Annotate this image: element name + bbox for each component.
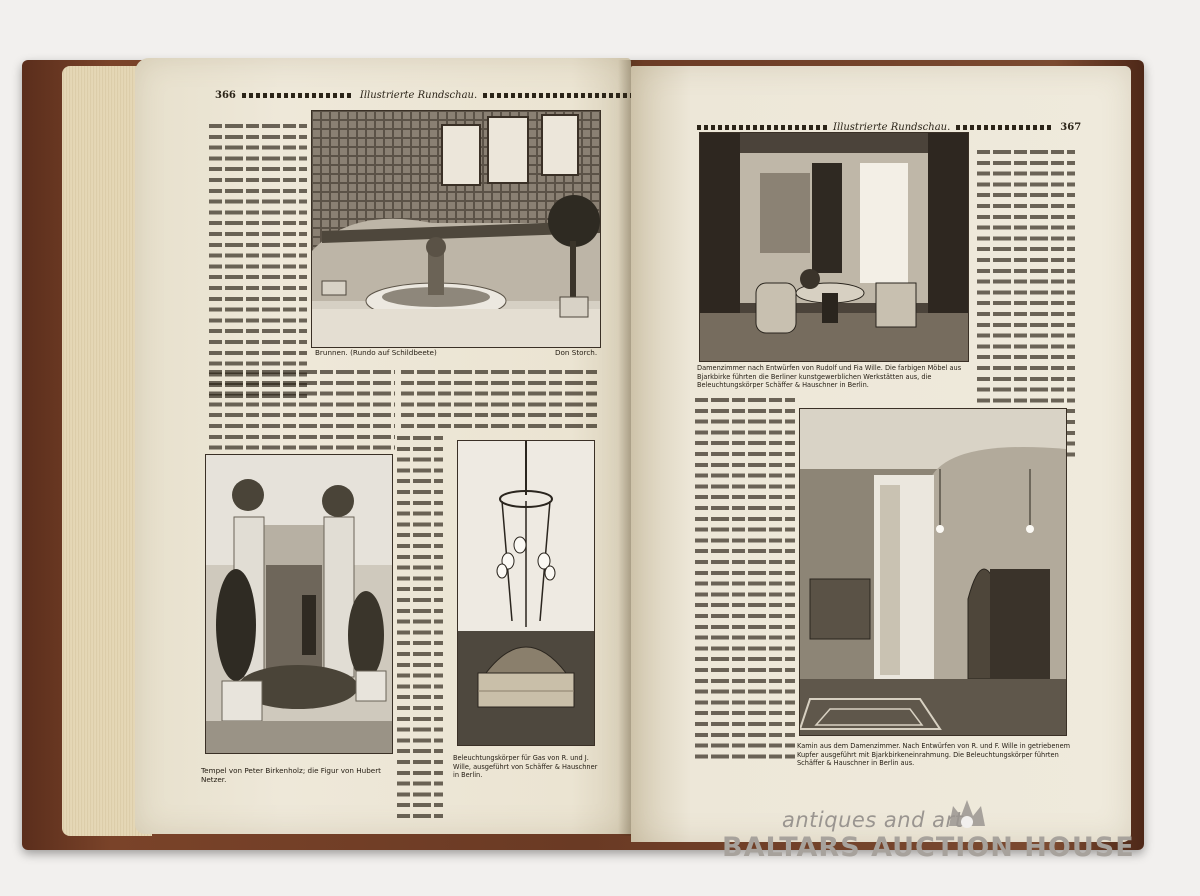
right-page-number: 367 bbox=[1060, 122, 1082, 133]
header-ornament bbox=[956, 125, 1054, 130]
text-column bbox=[209, 370, 395, 454]
lamp-caption: Beleuchtungskörper für Gas von R. und J. Wille, ausgeführt von Schäffer & Hauschner in Berlin. bbox=[453, 754, 598, 780]
fountain-caption-left: Brunnen. (Rundo auf Schildbeete) bbox=[315, 348, 437, 357]
left-page bbox=[135, 58, 631, 834]
temple-caption: Tempel von Peter Birkenholz; die Figur von Hubert Netzer. bbox=[201, 766, 381, 785]
right-page-title: Illustrierte Rundschau. bbox=[833, 122, 951, 133]
header-ornament bbox=[697, 125, 827, 130]
text-column bbox=[401, 370, 597, 434]
photo-fireplace bbox=[799, 408, 1067, 736]
photo-lamp bbox=[457, 440, 595, 746]
watermark-brand: BALTARS AUCTION HOUSE bbox=[722, 832, 1135, 863]
left-page-header bbox=[215, 90, 633, 101]
header-ornament bbox=[483, 93, 633, 98]
left-page-number: 366 bbox=[215, 90, 236, 101]
right-page bbox=[631, 66, 1131, 842]
photo-fountain bbox=[311, 110, 601, 348]
fireplace-caption: Kamin aus dem Damenzimmer. Nach Entwürfen von R. und F. Wille in getriebenem Kupfer ausgeführt mit Bjarkbirkeneinrahmung. Die Beleuchtungskörper führten Schäffer & Hauschner in Berlin aus. bbox=[797, 742, 1071, 768]
watermark-tagline: antiques and art bbox=[782, 808, 964, 832]
text-column bbox=[397, 436, 443, 822]
text-column bbox=[209, 124, 307, 404]
photo-temple bbox=[205, 454, 393, 754]
ladies-room-caption: Damenzimmer nach Entwürfen von Rudolf und Fia Wille. Die farbigen Möbel aus Bjarkbirke führten die Berliner kunstgewerblichen Werkstätten aus, die Beleuchtungskörper Schäffer & Hauschner in Berlin. bbox=[697, 364, 962, 390]
header-ornament bbox=[242, 93, 354, 98]
left-page-title: Illustrierte Rundschau. bbox=[359, 90, 478, 101]
fountain-caption-right: Don Storch. bbox=[555, 348, 598, 357]
photo-ladies-room bbox=[699, 132, 969, 362]
text-column bbox=[695, 398, 795, 760]
